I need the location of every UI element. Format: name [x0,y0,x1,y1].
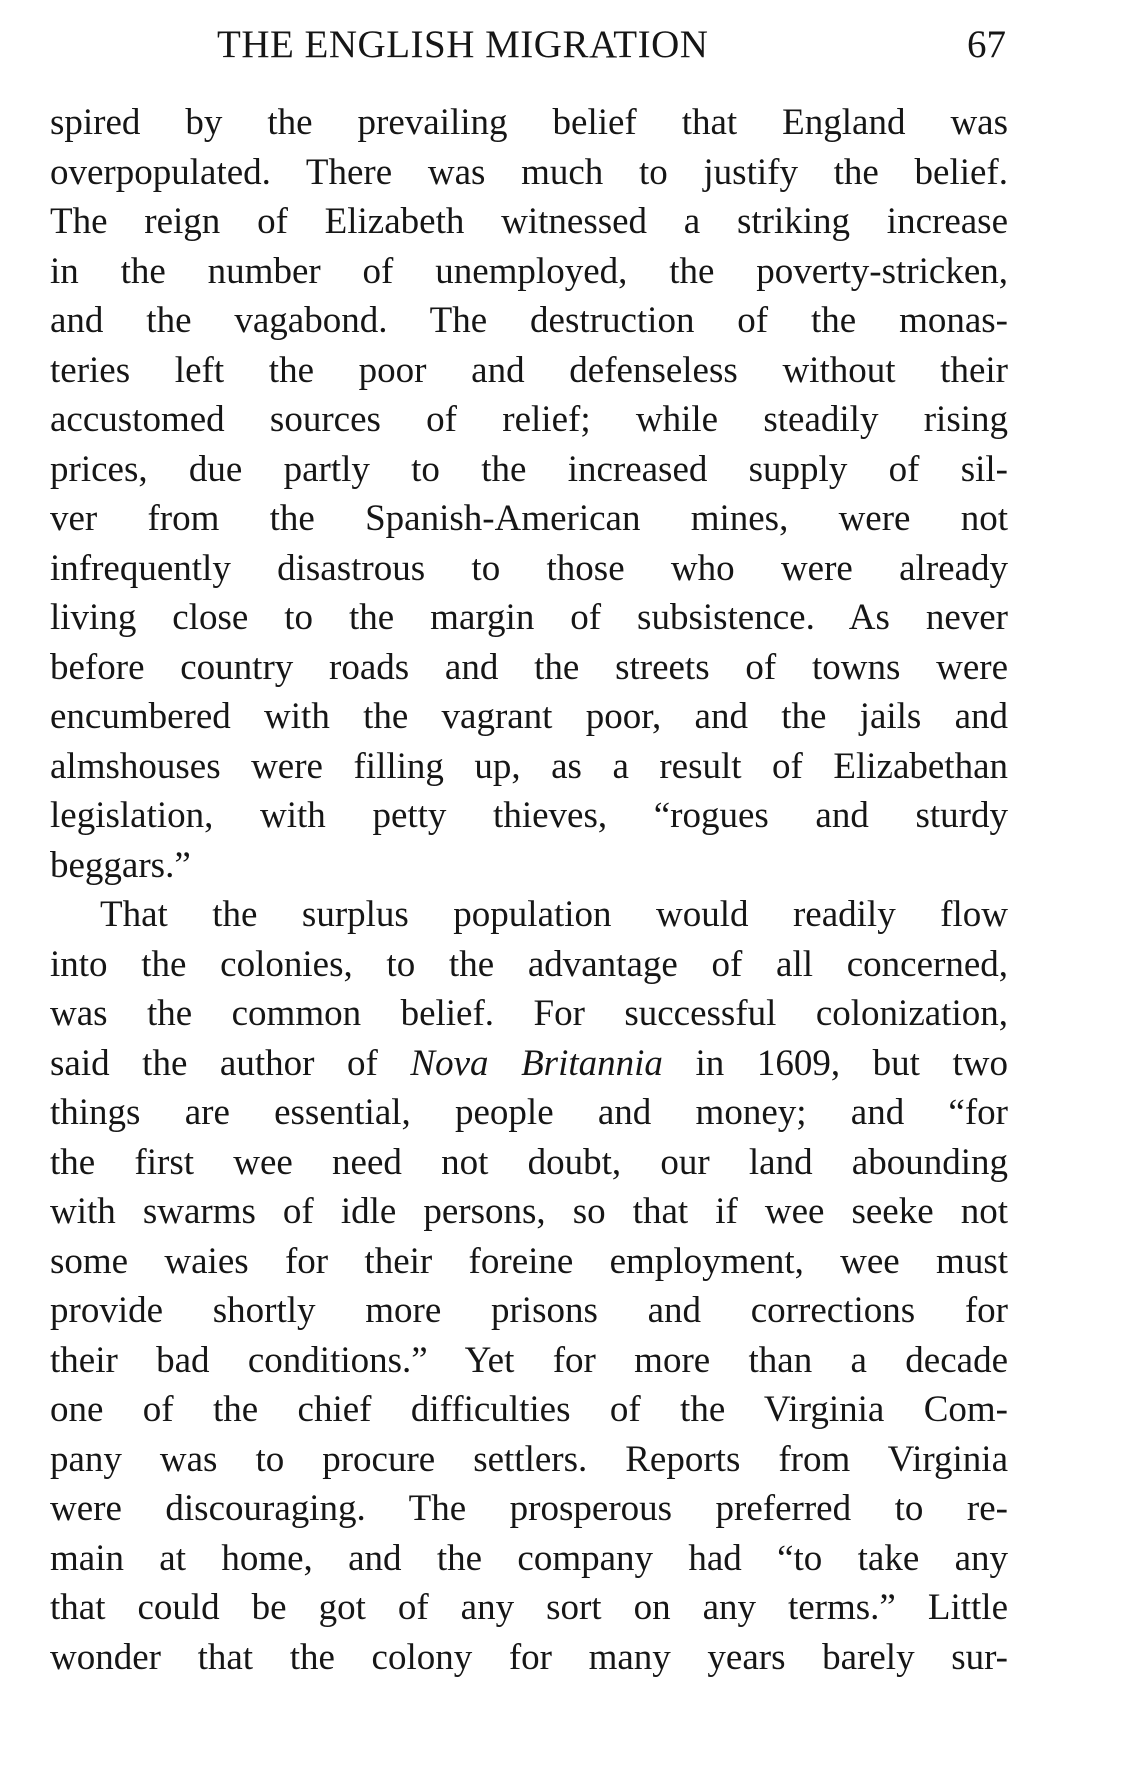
text-line: That the surplus population would readily flow [100,894,1008,935]
text-line: ver from the Spanish-American mines, were not [50,498,1008,539]
text-line: one of the chief difficulties of the Virginia Com- [50,1389,1008,1430]
paragraph-1 [50,98,1008,890]
text-line: some waies for their foreine employment, wee must [50,1240,1008,1282]
body-text [50,98,1008,1682]
text-line: almshouses were filling up, as a result of Elizabethan [50,745,1008,787]
text-line: living close to the margin of subsistence. As never [50,597,1008,638]
text-line: with swarms of idle persons, so that if wee seeke not [50,1191,1008,1232]
text-line: were discouraging. The prosperous preferred to re- [50,1488,1008,1529]
text-line: infrequently disastrous to those who were already [50,547,1008,589]
text-line: legislation, with petty thieves, “rogues and sturdy [50,795,1008,836]
paragraph-2 [50,890,1008,1682]
text-line: beggars.” [50,844,191,886]
text-line: encumbered with the vagrant poor, and the jails and [50,696,1008,737]
text-fragment: in 1609, but two [662,1042,1008,1084]
text-fragment: said the author of [50,1042,411,1084]
text-line [50,1039,1008,1089]
text-line: before country roads and the streets of towns were [50,646,1008,688]
text-line: The reign of Elizabeth witnessed a striking increase [50,201,1008,242]
text-line: that could be got of any sort on any terms.” Little [50,1587,1008,1628]
text-line: the first wee need not doubt, our land abounding [50,1141,1008,1183]
text-line: things are essential, people and money; and “for [50,1092,1008,1133]
text-line: and the vagabond. The destruction of the monas- [50,300,1008,341]
text-line: was the common belief. For successful colonization, [50,993,1008,1034]
text-line: teries left the poor and defenseless without their [50,349,1008,391]
page-number: 67 [967,23,1006,66]
text-line: their bad conditions.” Yet for more than a decade [50,1339,1008,1381]
text-line: wonder that the colony for many years barely sur- [50,1636,1008,1678]
page-header [52,22,1012,78]
running-head: THE ENGLISH MIGRATION [217,23,709,66]
text-line: pany was to procure settlers. Reports from Virginia [50,1438,1008,1480]
text-line: main at home, and the company had “to take any [50,1537,1008,1579]
text-line: in the number of unemployed, the poverty-stricken, [50,250,1008,292]
text-line: into the colonies, to the advantage of all concerned, [50,943,1008,985]
book-title: Nova Britannia [410,1042,663,1084]
text-line: prices, due partly to the increased supply of sil- [50,448,1008,490]
text-line: overpopulated. There was much to justify the belief. [50,151,1008,193]
text-line: accustomed sources of relief; while steadily rising [50,399,1008,440]
text-line: provide shortly more prisons and corrections for [50,1290,1008,1331]
text-line: spired by the prevailing belief that England was [50,102,1008,143]
